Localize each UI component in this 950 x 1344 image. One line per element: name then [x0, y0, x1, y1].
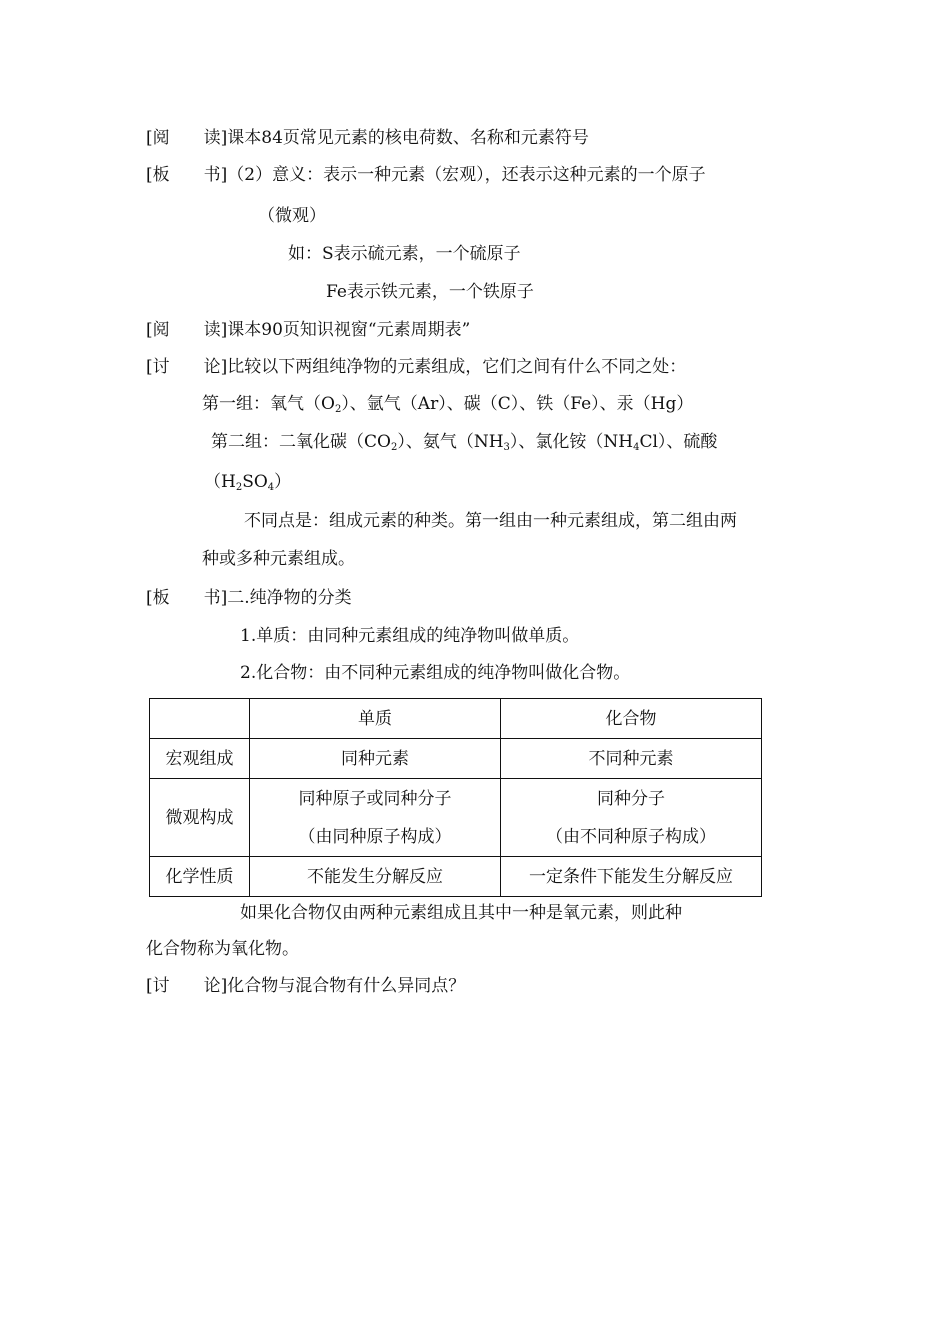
section-tag: [阅 读]: [146, 128, 228, 148]
subscript: 4: [267, 482, 275, 493]
line-text: 课本84页常见元素的核电荷数、名称和元素符号: [227, 128, 589, 148]
table-header-cell: 单质: [250, 699, 501, 739]
subscript: 2: [334, 404, 342, 415]
cell-line: 同种原子或同种分子: [298, 788, 452, 809]
line-oxide-def-cont: 化合物称为氧化物。: [146, 939, 299, 959]
section-tag: [讨 论]: [146, 357, 228, 377]
subscript: 4: [633, 442, 640, 453]
text-part: Cl）、硫酸: [639, 432, 718, 452]
text-part: （H: [204, 472, 236, 492]
line-sulfuric-acid: [204, 470, 291, 494]
line-element-def: 1.单质：由同种元素组成的纯净物叫做单质。: [240, 626, 580, 646]
line-example-fe: Fe表示铁元素，一个铁原子: [326, 282, 534, 302]
subscript: 2: [390, 442, 398, 453]
row-label: 化学性质: [150, 857, 250, 897]
table-cell: [250, 779, 501, 857]
row-label: 微观构成: [150, 779, 250, 857]
text-part: ）、氩气（Ar）、碳（C）、铁（Fe）、汞（Hg）: [341, 394, 694, 414]
table-cell: 同种元素: [250, 739, 501, 779]
table-header-row: [150, 699, 762, 739]
section-tag: [板 书]: [146, 588, 228, 608]
line-example-s: 如：S表示硫元素，一个硫原子: [288, 244, 521, 264]
line-board-classify: [146, 586, 352, 610]
subscript: 3: [503, 442, 510, 453]
text-part: 第二组：二氧化碳（CO: [211, 432, 391, 452]
section-tag: [板 书]: [146, 165, 228, 185]
line-text: 化合物与混合物有什么异同点？: [227, 976, 466, 996]
cell-line: （由同种原子构成）: [298, 826, 452, 847]
line-oxide-def: 如果化合物仅由两种元素组成且其中一种是氧元素，则此种: [240, 903, 682, 923]
cell-line: 同种分子: [597, 788, 665, 809]
text-part: 第一组：氧气（O: [202, 394, 335, 414]
line-group-two: [211, 430, 717, 454]
line-discuss-compare: [146, 355, 686, 379]
line-read-84: [146, 126, 589, 150]
table-row: [150, 779, 762, 857]
line-text: 比较以下两组纯净物的元素组成，它们之间有什么不同之处：: [227, 357, 687, 377]
text-part: ）、氨气（NH: [397, 432, 504, 452]
table-header-cell: 化合物: [501, 699, 762, 739]
table-header-cell: [150, 699, 250, 739]
line-text: （2）意义：表示一种元素（宏观），还表示这种元素的一个原子: [227, 165, 706, 185]
comparison-table: [149, 698, 762, 897]
line-read-90: [146, 318, 470, 342]
section-tag: [阅 读]: [146, 320, 228, 340]
table-row: [150, 857, 762, 897]
section-tag: [讨 论]: [146, 976, 228, 996]
line-board-meaning: [146, 163, 706, 187]
text-part: SO: [242, 472, 268, 492]
line-difference: 不同点是：组成元素的种类。第一组由一种元素组成，第二组由两: [244, 511, 737, 531]
line-micro: （微观）: [258, 206, 326, 226]
row-label: 宏观组成: [150, 739, 250, 779]
text-part: ）: [274, 472, 292, 492]
line-compound-def: 2.化合物：由不同种元素组成的纯净物叫做化合物。: [240, 663, 631, 683]
line-text: 课本90页知识视窗“元素周期表”: [227, 320, 471, 340]
table-row: [150, 739, 762, 779]
table-cell: 不同种元素: [501, 739, 762, 779]
cell-line: （由不同种原子构成）: [546, 826, 716, 847]
table-cell: [501, 779, 762, 857]
line-text: 二.纯净物的分类: [227, 588, 352, 608]
subscript: 2: [235, 482, 243, 493]
table-cell: 一定条件下能发生分解反应: [501, 857, 762, 897]
line-discuss-compound: [146, 974, 465, 998]
line-group-one: [202, 392, 693, 416]
table-cell: 不能发生分解反应: [250, 857, 501, 897]
text-part: ）、氯化铵（NH: [509, 432, 634, 452]
line-difference-cont: 种或多种元素组成。: [202, 549, 355, 569]
